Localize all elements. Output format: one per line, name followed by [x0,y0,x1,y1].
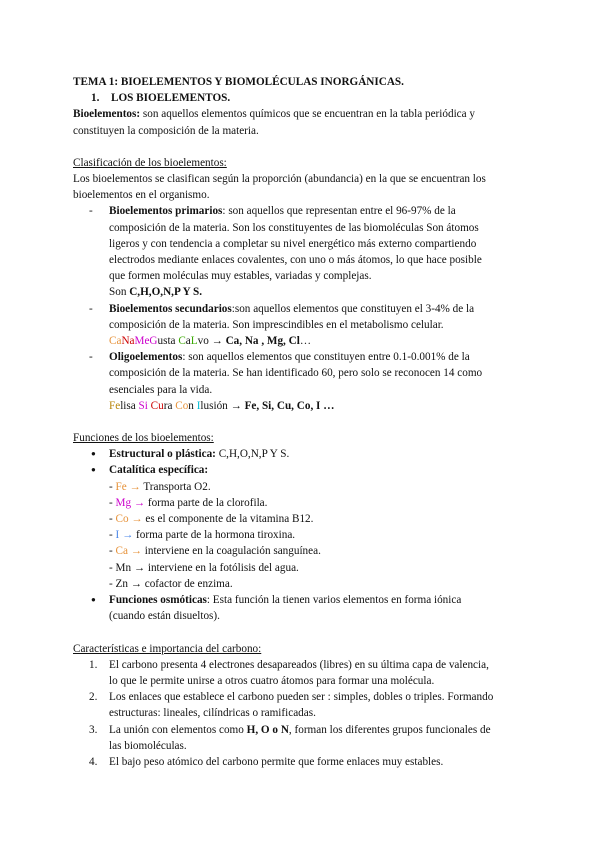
list-item: - Zn → cofactor de enzima. [109,577,233,590]
list-item: 1. El carbono presenta 4 electrones desapareados (libres) en su última capa de valencia, lo que le permite unirse a otros cuatro átomos para formar una molécula. [89,658,489,687]
definition-line-2: constituyen la composición de la materia. [73,124,259,137]
secundarios-mnemonic: CaNaMeGusta CaLvo → Ca, Na , Mg, Cl… [109,335,312,348]
document-page [73,74,528,770]
oligo-mnemonic: Felisa Si Cura Con Ilusión → Fe, Si, Cu, Co, I … [109,399,335,412]
definition-line-1: Bioelementos: son aquellos elementos químicos que se encuentran en la tabla periódica y [73,108,476,121]
dash-marker: - [89,351,93,364]
oligo-term: Oligoelementos [109,351,183,364]
section-heading-bioelementos [73,90,528,106]
funciones-heading: Funciones de los bioelementos: [73,432,214,445]
arrow-icon: → [227,399,245,412]
clasificacion-heading: Clasificación de los bioelementos: [73,156,227,169]
list-item: 2. Los enlaces que establece el carbono pueden ser : simples, dobles o triples. Formando estructuras: lineales, cilíndricas o ramificadas. [89,691,494,720]
arrow-icon: → [208,335,226,348]
list-item: - Mn → interviene en la fotólisis del agua. [109,561,299,574]
list-item-estructural: ● Estructural o plástica: C,H,O,N,P Y S. [73,446,528,462]
list-item: - Mg → forma parte de la clorofila. [109,496,268,509]
carbono-heading: Características e importancia del carbono: [73,642,262,655]
primarios-term: Bioelementos primarios [109,205,223,218]
list-item-primarios: - Bioelementos primarios: son aquellos que representan entre el 96-97% de la composición de la materia. Son los constituyentes de las biomoléculas Son átomos ligeros y con tendencia a completar su nivel energético más externo compartiendo electrodos mediante enlaces covalentes, con uno o más átomos, lo que hace posible que formen moléculas muy estables, variadas y complejas. Son C,H,O,N,P Y S. [89,205,482,299]
list-item: - Co → es el componente de la vitamina B12. [109,513,314,526]
clasificacion-intro-2: bioelementos en el organismo. [73,189,210,202]
document-title: TEMA 1: BIOELEMENTOS Y BIOMOLÉCULAS INORGÁNICAS. [73,76,404,88]
list-item: - Fe → Transporta O2. [109,480,211,493]
bullet-icon: ● [91,449,96,459]
dash-marker: - [89,302,93,315]
list-item-secundarios: - Bioelementos secundarios:son aquellos elementos que constituyen el 3-4% de la composición de la materia. Son imprescindibles en el metabolismo celular. CaNaMeGusta CaLvo → Ca, Na , Mg, Cl… [73,301,528,350]
list-item: 4. El bajo peso atómico del carbono permite que forme enlaces muy estables. [89,755,444,768]
list-item-catalitica: ● Catalítica específica: [73,462,528,478]
clasificacion-intro-1: Los bioelementos se clasifican según la proporción (abundancia) en la que se encuentran los [73,173,486,186]
catalitica-sublist [73,479,528,592]
list-item-osmoticas: ● Funciones osmóticas: Esta función la tienen varios elementos en forma iónica (cuando están disueltos). [91,594,462,623]
section-label: LOS BIOELEMENTOS. [111,92,231,105]
list-item: - I → forma parte de la hormona tiroxina. [109,529,296,542]
section-number: 1. [91,92,100,105]
list-item-oligoelementos: - Oligoelementos: son aquellos elementos que constituyen entre 0.1-0.001% de la composición de la materia. Se han identificado 60, pero solo se reconocen 14 como esenciales para la vida. Felisa Si Cura Con Ilusión → Fe, Si, Cu, Co, I … [73,349,528,414]
list-item: - Ca → interviene en la coagulación sanguínea. [109,545,321,558]
bullet-icon: ● [91,465,96,475]
secundarios-term: Bioelementos secundarios [109,302,232,315]
primarios-elements: C,H,O,N,P Y S. [129,286,203,299]
bullet-icon: ● [91,595,96,605]
definition-term: Bioelementos: [73,108,141,121]
list-item: 3. La unión con elementos como H, O o N, forman los diferentes grupos funcionales de las biomoléculas. [89,723,491,752]
dash-marker: - [89,205,93,218]
